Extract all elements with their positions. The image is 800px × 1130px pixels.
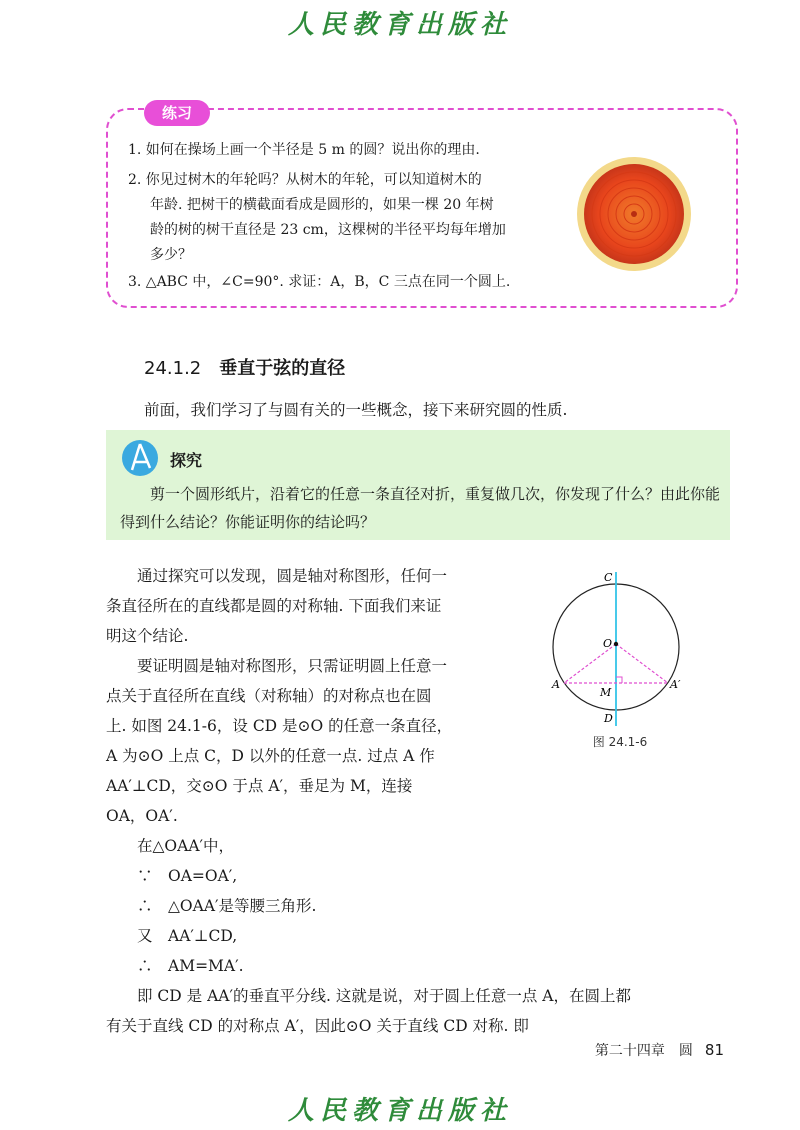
exercise-item-2-line-2: 年龄. 把树干的横截面看成是圆形的，如果一棵 20 年树 xyxy=(150,197,494,213)
tree-ring-image xyxy=(575,155,693,273)
page-number: 81 xyxy=(704,1041,724,1059)
figure-caption: 图 24.1-6 xyxy=(592,735,648,749)
publisher-logo-top: 人民教育出版社 xyxy=(287,10,512,40)
body-line-2: 条直径所在的直线都是圆的对称轴. 下面我们来证 xyxy=(106,597,442,615)
label-o: O xyxy=(603,637,613,650)
body-line-16: 有关于直线 CD 的对称点 A′，因此⊙O 关于直线 CD 对称. 即 xyxy=(106,1017,529,1035)
body-line-7: A 为⊙O 上点 C，D 以外的任意一点. 过点 A 作 xyxy=(106,747,435,765)
right-angle-mark xyxy=(616,677,622,683)
center-point xyxy=(614,642,618,646)
body-line-1: 通过探究可以发现，圆是轴对称图形，任何一 xyxy=(106,567,448,585)
body-line-13: 又 AA′⊥CD, xyxy=(106,927,238,945)
body-line-15: 即 CD 是 AA′的垂直平分线. 这就是说，对于圆上任意一点 A，在圆上都 xyxy=(106,987,631,1005)
exercise-item-2: 2. 你见过树木的年轮吗？从树木的年轮，可以知道树木的 xyxy=(128,172,482,188)
exercise-tag: 练习 xyxy=(144,100,210,126)
explore-compass-icon xyxy=(120,438,160,478)
body-line-10: 在△OAA′中， xyxy=(106,837,235,855)
explore-title: 探究 xyxy=(170,451,203,470)
label-a: A xyxy=(552,678,560,691)
segment-oa-prime xyxy=(616,644,668,683)
exercise-item-3: 3. △ABC 中，∠C=90°. 求证：A，B，C 三点在同一个圆上. xyxy=(128,274,511,290)
body-line-12: ∴ △OAA′是等腰三角形. xyxy=(106,897,317,915)
chapter-label: 第二十四章 圆 xyxy=(594,1043,693,1059)
body-line-8: AA′⊥CD，交⊙O 于点 A′，垂足为 M，连接 xyxy=(106,777,413,795)
label-a-prime: A′ xyxy=(670,678,681,691)
intro-paragraph: 前面，我们学习了与圆有关的一些概念，接下来研究圆的性质. xyxy=(144,401,568,419)
label-c: C xyxy=(604,571,613,584)
body-line-14: ∴ AM=MA′. xyxy=(106,957,244,975)
exercise-item-2-line-4: 多少？ xyxy=(150,247,192,263)
body-line-11: ∵ OA=OA′, xyxy=(106,867,238,885)
label-d: D xyxy=(604,712,613,725)
section-number: 24.1.2 xyxy=(144,358,202,379)
section-title xyxy=(144,354,345,380)
exercise-item-1: 1. 如何在操场上画一个半径是 5 m 的圆？说出你的理由. xyxy=(128,142,480,158)
body-line-4: 要证明圆是轴对称图形，只需证明圆上任意一 xyxy=(106,657,448,675)
exercise-item-2-line-3: 龄的树的树干直径是 23 cm，这棵树的半径平均每年增加 xyxy=(150,222,506,238)
label-m: M xyxy=(600,686,612,699)
publisher-logo-bottom: 人民教育出版社 xyxy=(287,1096,512,1126)
body-line-9: OA，OA′. xyxy=(106,807,178,825)
section-heading: 垂直于弦的直径 xyxy=(219,358,346,379)
circle-diagram xyxy=(548,570,688,730)
page-footer xyxy=(595,1040,724,1060)
body-line-3: 明这个结论. xyxy=(106,627,189,645)
body-line-6: 上. 如图 24.1-6，设 CD 是⊙O 的任意一条直径， xyxy=(106,717,453,735)
explore-text: 剪一个圆形纸片，沿着它的任意一条直径对折，重复做几次，你发现了什么？由此你能得到什么结论？你能证明你的结论吗？ xyxy=(120,485,721,531)
body-line-5: 点关于直径所在直线（对称轴）的对称点也在圆 xyxy=(106,687,432,705)
